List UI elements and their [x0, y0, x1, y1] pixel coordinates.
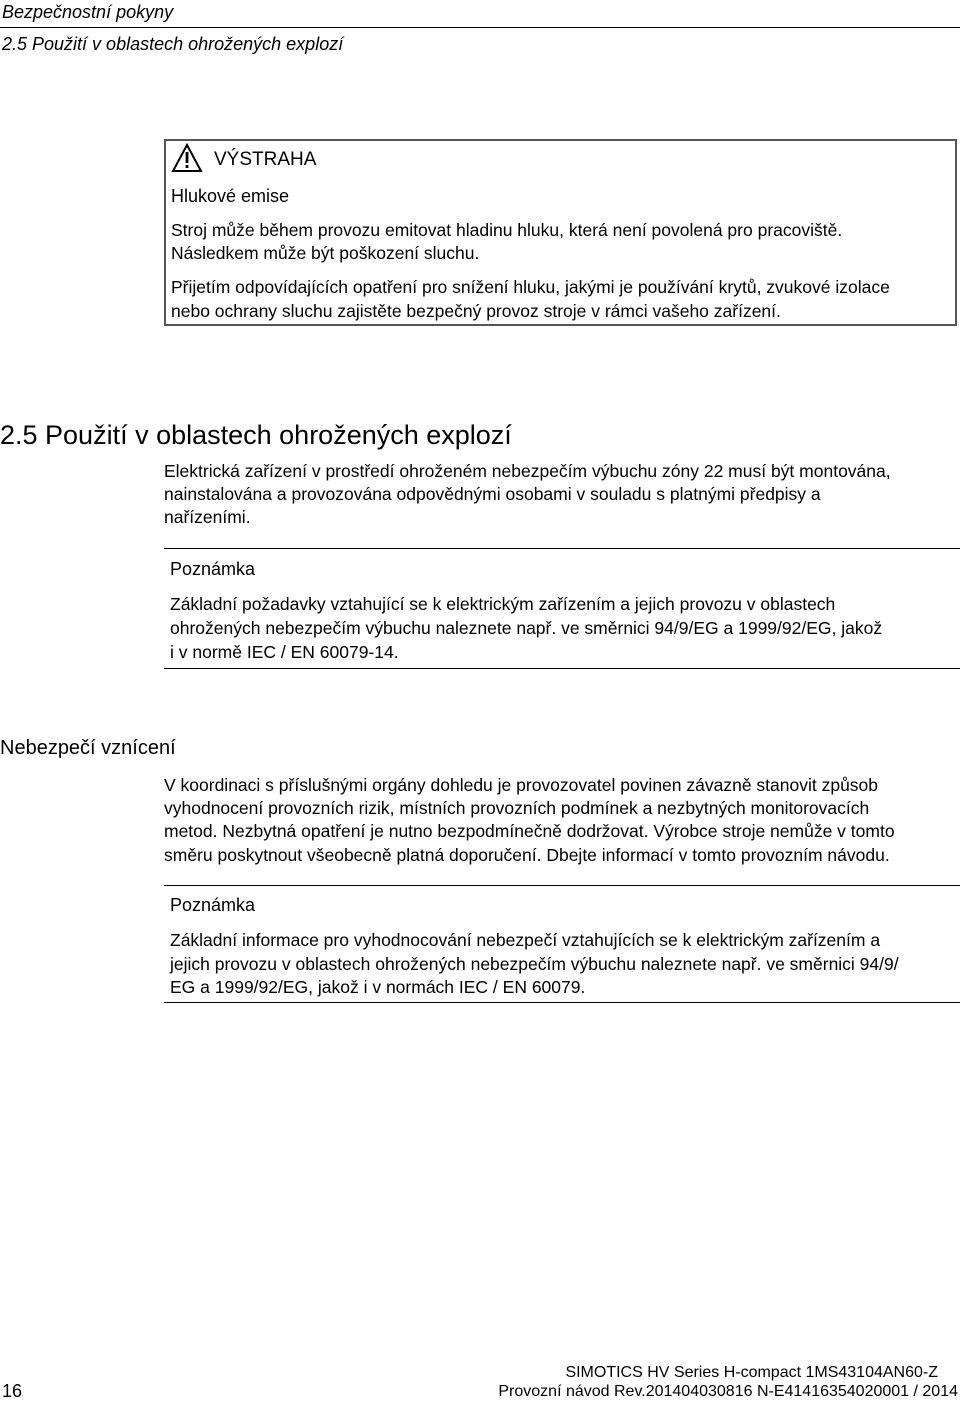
intro-line: nainstalována a provozována odpovědnými osobami v souladu s platnými předpisy a — [164, 484, 821, 504]
note1-divider-bottom — [164, 668, 960, 669]
warning-subtitle: Hlukové emise — [171, 186, 290, 206]
warning-text-line: Stroj může během provozu emitovat hladinu hluku, která není povolená pro pracoviště. — [171, 220, 843, 240]
page-number: 16 — [2, 1381, 23, 1401]
note1-divider-top — [164, 548, 960, 549]
footer-doc: Provozní návod Rev.201404030816 N-E41416354020001 / 2014 — [498, 1383, 958, 1400]
intro-line: nařízeními. — [164, 507, 251, 527]
warning-title: VÝSTRAHA — [214, 149, 317, 170]
header-divider — [0, 27, 960, 28]
ignition-line: vyhodnocení provozních rizik, místních provozních podmínek a nezbytných monitorovacích — [164, 798, 870, 818]
ignition-line: V koordinaci s příslušnými orgány dohledu je provozovatel povinen závazně stanovit způsob — [164, 775, 879, 795]
warning-box — [164, 139, 957, 326]
warning-text-line: nebo ochrany sluchu zajistěte bezpečný provoz stroje v rámci vašeho zařízení. — [171, 301, 781, 321]
ignition-line: směru poskytnout všeobecně platná doporučení. Dbejte informací v tomto provozním návodu. — [164, 845, 890, 865]
note2-line: jejich provozu v oblastech ohrožených nebezpečím výbuchu naleznete např. ve směrnici 94/9/ — [170, 954, 899, 974]
note1-label: Poznámka — [170, 559, 256, 579]
warning-triangle-icon — [171, 143, 203, 173]
header-section: 2.5 Použití v oblastech ohrožených explozí — [2, 34, 344, 54]
warning-text-line: Přijetím odpovídajících opatření pro snížení hluku, jakými je používání krytů, zvukové izolace — [171, 277, 890, 297]
ignition-title: Nebezpečí vznícení — [0, 737, 176, 759]
warning-text-line: Následkem může být poškození sluchu. — [171, 243, 480, 263]
note2-line: EG a 1999/92/EG, jakož i v normách IEC / EN 60079. — [170, 977, 586, 997]
section-title: 2.5 Použití v oblastech ohrožených explozí — [0, 420, 512, 450]
intro-line: Elektrická zařízení v prostředí ohroženém nebezpečím výbuchu zóny 22 musí být montována, — [164, 461, 891, 481]
note2-label: Poznámka — [170, 895, 256, 915]
note1-line: Základní požadavky vztahující se k elektrickým zařízením a jejich provozu v oblastech — [170, 594, 836, 614]
footer-product: SIMOTICS HV Series H-compact 1MS43104AN60-Z — [565, 1364, 938, 1381]
note2-divider-top — [164, 885, 960, 886]
note1-line: i v normě IEC / EN 60079-14. — [170, 642, 399, 662]
ignition-line: metod. Nezbytná opatření je nutno bezpodmínečně dodržovat. Výrobce stroje nemůže v tomto — [164, 821, 895, 841]
header-chapter: Bezpečnostní pokyny — [2, 2, 174, 22]
note1-line: ohrožených nebezpečím výbuchu naleznete např. ve směrnici 94/9/EG a 1999/92/EG, jakož — [170, 618, 883, 638]
note2-divider-bottom — [164, 1002, 960, 1003]
note2-line: Základní informace pro vyhodnocování nebezpečí vztahujících se k elektrickým zařízením a — [170, 930, 881, 950]
